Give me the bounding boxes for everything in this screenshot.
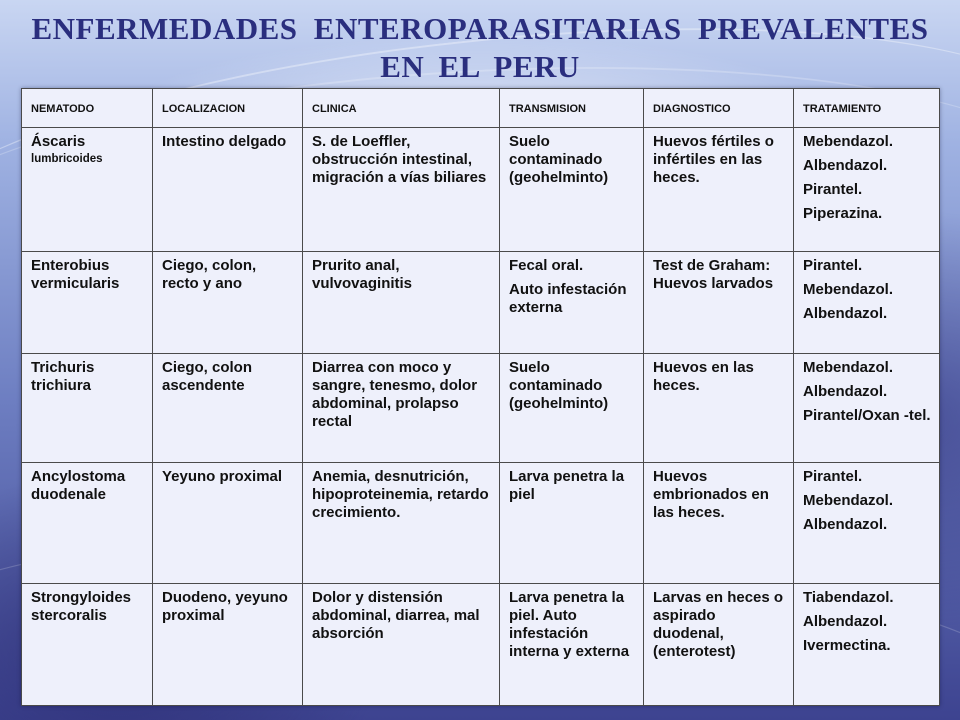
slide-title-line-2: EN EL PERU [380, 49, 580, 84]
tratamiento-item: Pirantel. [803, 468, 863, 485]
tratamiento-item: Albendazol. [803, 516, 888, 533]
header-tratamiento: TRATAMIENTO [794, 89, 940, 128]
tratamiento-item: Mebendazol. [803, 281, 894, 298]
transmision-item: Suelo contaminado (geohelminto) [509, 359, 609, 412]
tratamiento-item: Pirantel/Oxan -tel. [803, 407, 931, 424]
cell-diagnostico: Huevos en las heces. [644, 354, 794, 463]
tratamiento-item: Mebendazol. [803, 359, 894, 376]
cell-diagnostico: Test de Graham: Huevos larvados [644, 252, 794, 354]
parasite-table [21, 88, 940, 706]
cell-diagnostico: Larvas en heces o aspirado duodenal, (enterotest) [644, 584, 794, 706]
cell-tratamiento [794, 128, 940, 252]
cell-clinica: Anemia, desnutrición, hipoproteinemia, retardo crecimiento. [303, 463, 500, 584]
cell-localizacion: Ciego, colon, recto y ano [153, 252, 303, 354]
tratamiento-item: Piperazina. [803, 205, 883, 222]
cell-nematodo: Trichuris trichiura [22, 354, 153, 463]
cell-tratamiento [794, 354, 940, 463]
header-nematodo: NEMATODO [22, 89, 153, 128]
cell-localizacion: Intestino delgado [153, 128, 303, 252]
header-clinica: CLINICA [303, 89, 500, 128]
tratamiento-item: Pirantel. [803, 257, 863, 274]
cell-diagnostico: Huevos embrionados en las heces. [644, 463, 794, 584]
tratamiento-item: Albendazol. [803, 157, 888, 174]
cell-localizacion: Duodeno, yeyuno proximal [153, 584, 303, 706]
cell-tratamiento [794, 252, 940, 354]
header-transmision: TRANSMISION [500, 89, 644, 128]
cell-transmision [500, 354, 644, 463]
cell-clinica: Diarrea con moco y sangre, tenesmo, dolor abdominal, prolapso rectal [303, 354, 500, 463]
transmision-item: Larva penetra la piel. Auto infestación interna y externa [509, 589, 630, 660]
slide-title [0, 10, 960, 86]
transmision-item: Larva penetra la piel [509, 468, 625, 503]
cell-clinica: Prurito anal, vulvovaginitis [303, 252, 500, 354]
table-row [22, 128, 940, 252]
cell-nematodo [22, 128, 153, 252]
tratamiento-item: Albendazol. [803, 613, 888, 630]
transmision-item: Fecal oral. [509, 257, 584, 274]
tratamiento-item: Tiabendazol. [803, 589, 894, 606]
cell-nematodo: Enterobius vermicularis [22, 252, 153, 354]
tratamiento-item: Pirantel. [803, 181, 863, 198]
transmision-item: Auto infestación externa [509, 281, 627, 316]
cell-nematodo: Strongyloides stercoralis [22, 584, 153, 706]
table-header-row [22, 89, 940, 128]
cell-tratamiento [794, 463, 940, 584]
cell-transmision [500, 128, 644, 252]
cell-transmision [500, 252, 644, 354]
cell-clinica: Dolor y distensión abdominal, diarrea, mal absorción [303, 584, 500, 706]
cell-localizacion: Yeyuno proximal [153, 463, 303, 584]
cell-diagnostico: Huevos fértiles o infértiles en las heces. [644, 128, 794, 252]
cell-tratamiento [794, 584, 940, 706]
cell-nematodo: Ancylostoma duodenale [22, 463, 153, 584]
table-row [22, 354, 940, 463]
table-row [22, 252, 940, 354]
slide-title-line-1: ENFERMEDADES ENTEROPARASITARIAS PREVALENTES [31, 11, 929, 46]
cell-localizacion: Ciego, colon ascendente [153, 354, 303, 463]
cell-transmision [500, 463, 644, 584]
header-localizacion: LOCALIZACION [153, 89, 303, 128]
tratamiento-item: Ivermectina. [803, 637, 891, 654]
nematodo-species: lumbricoides [31, 153, 103, 165]
nematodo-genus: Áscaris [31, 133, 86, 150]
tratamiento-item: Albendazol. [803, 305, 888, 322]
header-diagnostico: DIAGNOSTICO [644, 89, 794, 128]
tratamiento-item: Mebendazol. [803, 133, 894, 150]
cell-transmision [500, 584, 644, 706]
cell-clinica: S. de Loeffler, obstrucción intestinal, migración a vías biliares [303, 128, 500, 252]
tratamiento-item: Albendazol. [803, 383, 888, 400]
table-row [22, 463, 940, 584]
tratamiento-item: Mebendazol. [803, 492, 894, 509]
table-row [22, 584, 940, 706]
transmision-item: Suelo contaminado (geohelminto) [509, 133, 609, 186]
